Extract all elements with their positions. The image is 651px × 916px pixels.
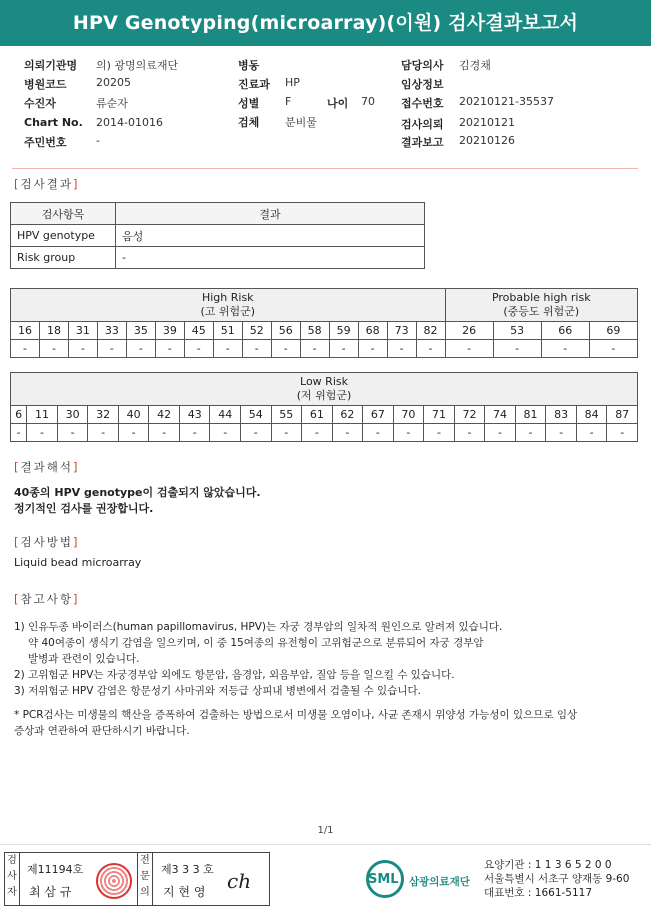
genotype-result-cell: -: [493, 340, 541, 358]
high-risk-subtitle: (고 위험군): [200, 305, 256, 318]
chart-value: 2014-01016: [96, 116, 163, 129]
genotype-result-cell: -: [576, 424, 607, 442]
tester-license: 제11194호: [27, 863, 84, 876]
result-item: Risk group: [11, 247, 116, 269]
divider: [0, 844, 651, 845]
sex-value: F: [285, 95, 292, 108]
genotype-cell: 72: [454, 406, 485, 424]
genotype-result-cell: -: [242, 340, 271, 358]
low-risk-title: Low Risk: [300, 375, 348, 388]
note-line: 약 40여종이 생식기 감염을 일으키며, 이 중 15여종의 유전형이 고위험군으로 분류되어 자궁 경부암: [28, 637, 484, 649]
genotype-result-cell: -: [271, 424, 302, 442]
method-text: Liquid bead microarray: [14, 556, 142, 569]
genotype-cell: 74: [485, 406, 516, 424]
genotype-cell: 87: [607, 406, 638, 424]
high-risk-table: [10, 288, 638, 358]
genotype-cell: 83: [546, 406, 577, 424]
genotype-result-cell: -: [27, 424, 58, 442]
result-value: -: [116, 247, 425, 269]
genotype-cell: 11: [27, 406, 58, 424]
probable-title: Probable high risk: [491, 291, 591, 304]
receipt-value: 20210121-35537: [459, 95, 554, 108]
address: 서울특별시 서초구 양재동 9-60: [484, 873, 630, 885]
note-line: 2) 고위험군 HPV는 자궁경부암 외에도 항문암, 음경암, 외음부암, 질암 등을 일으킬 수 있습니다.: [14, 669, 455, 681]
genotype-cell: 33: [97, 322, 126, 340]
hospital-code-label: 병원코드: [24, 78, 67, 91]
genotype-cell: 32: [88, 406, 119, 424]
institution-value: 의) 광명의료재단: [96, 59, 179, 72]
genotype-result-cell: -: [387, 340, 416, 358]
genotype-cell: 30: [57, 406, 88, 424]
resident-value: -: [96, 134, 100, 147]
genotype-result-cell: -: [424, 424, 455, 442]
genotype-cell: 43: [179, 406, 210, 424]
genotype-result-cell: -: [155, 340, 184, 358]
genotype-result-cell: -: [39, 340, 68, 358]
specialist-license: 제3 3 3 호: [161, 863, 214, 876]
interpretation-line: 40종의 HPV genotype이 검출되지 않았습니다.: [14, 486, 261, 499]
age-label: 나이: [327, 97, 349, 110]
sml-logo-text: SML: [368, 872, 399, 887]
report-title: HPV Genotyping(microarray)(이원) 검사결과보고서: [0, 0, 651, 46]
patient-info: [0, 52, 651, 162]
genotype-result-cell: -: [210, 424, 241, 442]
report-date-label: 결과보고: [401, 136, 444, 149]
genotype-result-cell: -: [213, 340, 242, 358]
notes-text: [14, 619, 634, 739]
genotype-result-cell: -: [149, 424, 180, 442]
high-risk-title: High Risk: [201, 291, 254, 304]
genotype-result-cell: -: [546, 424, 577, 442]
genotype-cell: 71: [424, 406, 455, 424]
genotype-result-cell: -: [358, 340, 387, 358]
genotype-result-cell: -: [541, 340, 589, 358]
low-risk-header: [11, 373, 638, 406]
note-line: 증상과 연관하여 판단하시기 바랍니다.: [14, 725, 190, 737]
genotype-result-cell: -: [88, 424, 119, 442]
genotype-cell: 16: [11, 322, 40, 340]
genotype-result-cell: -: [515, 424, 546, 442]
genotype-result-cell: -: [393, 424, 424, 442]
note-line: 발병과 관련이 있습니다.: [28, 653, 140, 665]
genotype-cell: 35: [126, 322, 155, 340]
genotype-result-cell: -: [485, 424, 516, 442]
genotype-cell: 42: [149, 406, 180, 424]
genotype-value-row: [11, 340, 638, 358]
low-risk-subtitle: (저 위험군): [296, 389, 352, 402]
note-line: * PCR검사는 미생물의 핵산을 증폭하여 검출하는 방법으로서 미생물 오염이나, 사균 존재시 위양성 가능성이 있으므로 임상: [14, 709, 578, 721]
note-line: 1) 인유두종 바이러스(human papillomavirus, HPV)는 자궁 경부암의 일차적 원인으로 알려져 있습니다.: [14, 621, 503, 633]
genotype-cell: 69: [589, 322, 637, 340]
resident-label: 주민번호: [24, 136, 67, 149]
genotype-cell: 66: [541, 322, 589, 340]
genotype-result-cell: -: [363, 424, 394, 442]
genotype-cell: 58: [300, 322, 329, 340]
request-label: 검사의뢰: [401, 118, 444, 131]
chart-label: Chart No.: [24, 116, 83, 129]
genotype-cell: 18: [39, 322, 68, 340]
doctor-value: 김경채: [459, 59, 491, 72]
patient-value: 류순자: [96, 97, 128, 110]
genotype-result-cell: -: [118, 424, 149, 442]
signature-box: [4, 852, 270, 906]
seal-stamp: [96, 863, 132, 899]
genotype-cell: 45: [184, 322, 213, 340]
genotype-result-cell: -: [302, 424, 333, 442]
specialist-name: 지 현 영: [163, 885, 206, 899]
genotype-result-cell: -: [126, 340, 155, 358]
genotype-result-cell: -: [454, 424, 485, 442]
phone: 대표번호 : 1661-5117: [484, 887, 593, 899]
genotype-cell: 68: [358, 322, 387, 340]
result-table-header-result: 결과: [116, 203, 425, 225]
genotype-cell: 67: [363, 406, 394, 424]
genotype-value-row: [11, 424, 638, 442]
genotype-cell: 52: [242, 322, 271, 340]
genotype-result-cell: -: [97, 340, 126, 358]
section-title-notes: [참고사항]: [14, 592, 80, 606]
probable-subtitle: (중등도 위험군): [503, 305, 580, 318]
genotype-result-cell: -: [300, 340, 329, 358]
care-number: 요양기관 : 1 1 3 6 5 2 0 0: [484, 859, 612, 871]
genotype-cell: 59: [329, 322, 358, 340]
genotype-cell: 44: [210, 406, 241, 424]
report-date-value: 20210126: [459, 134, 515, 147]
section-title-results: [검사결과]: [14, 177, 80, 191]
genotype-cell: 6: [11, 406, 27, 424]
request-value: 20210121: [459, 116, 515, 129]
probable-header: [445, 289, 637, 322]
patient-label: 수진자: [24, 97, 56, 110]
sex-label: 성별: [238, 97, 260, 110]
signature: ch: [227, 869, 252, 893]
genotype-result-cell: -: [271, 340, 300, 358]
genotype-row: [11, 406, 638, 424]
genotype-cell: 51: [213, 322, 242, 340]
genotype-cell: 55: [271, 406, 302, 424]
note-line: 3) 저위험군 HPV 감염은 항문성기 사마귀와 저등급 상피내 병변에서 검출될 수 있습니다.: [14, 685, 421, 697]
genotype-row: [11, 322, 638, 340]
interpretation-line: 정기적인 검사를 권장합니다.: [14, 502, 154, 515]
high-risk-header: [11, 289, 446, 322]
genotype-cell: 62: [332, 406, 363, 424]
genotype-result-cell: -: [11, 424, 27, 442]
result-value: 음성: [116, 225, 425, 247]
dept-value: HP: [285, 76, 300, 89]
genotype-cell: 84: [576, 406, 607, 424]
page-number: 1/1: [317, 825, 334, 836]
specimen-value: 분비물: [285, 116, 317, 129]
genotype-result-cell: -: [332, 424, 363, 442]
result-table-header-item: 검사항목: [11, 203, 116, 225]
genotype-cell: 82: [416, 322, 445, 340]
genotype-result-cell: -: [57, 424, 88, 442]
genotype-cell: 61: [302, 406, 333, 424]
genotype-cell: 26: [445, 322, 493, 340]
genotype-result-cell: -: [589, 340, 637, 358]
doctor-label: 담당의사: [401, 59, 444, 72]
genotype-result-cell: -: [329, 340, 358, 358]
result-table: [10, 202, 425, 269]
genotype-result-cell: -: [184, 340, 213, 358]
genotype-cell: 40: [118, 406, 149, 424]
receipt-label: 접수번호: [401, 97, 444, 110]
age-value: 70: [361, 95, 375, 108]
org-address: [484, 858, 629, 900]
genotype-result-cell: -: [445, 340, 493, 358]
divider: [12, 168, 638, 169]
genotype-result-cell: -: [416, 340, 445, 358]
institution-label: 의뢰기관명: [24, 59, 78, 72]
genotype-cell: 54: [241, 406, 272, 424]
genotype-cell: 56: [271, 322, 300, 340]
specialist-vertical-label: 전 문 의: [138, 853, 153, 905]
genotype-cell: 81: [515, 406, 546, 424]
genotype-result-cell: -: [179, 424, 210, 442]
clinical-label: 임상정보: [401, 78, 444, 91]
org-name: 삼광의료재단: [409, 876, 470, 888]
section-title-interpretation: [결과해석]: [14, 460, 80, 474]
section-title-method: [검사방법]: [14, 535, 80, 549]
dept-label: 진료과: [238, 78, 270, 91]
specimen-label: 검체: [238, 116, 260, 129]
genotype-cell: 73: [387, 322, 416, 340]
low-risk-table: [10, 372, 638, 442]
ward-label: 병동: [238, 59, 260, 72]
genotype-cell: 53: [493, 322, 541, 340]
tester-vertical-label: 검 사 자: [5, 853, 20, 905]
table-row: [11, 225, 425, 247]
table-row: [11, 247, 425, 269]
genotype-result-cell: -: [607, 424, 638, 442]
genotype-cell: 31: [68, 322, 97, 340]
result-item: HPV genotype: [11, 225, 116, 247]
genotype-result-cell: -: [68, 340, 97, 358]
interpretation-text: [14, 485, 261, 517]
genotype-cell: 70: [393, 406, 424, 424]
tester-name: 최 삼 규: [29, 885, 72, 899]
genotype-cell: 39: [155, 322, 184, 340]
genotype-result-cell: -: [11, 340, 40, 358]
hospital-code-value: 20205: [96, 76, 131, 89]
genotype-result-cell: -: [241, 424, 272, 442]
